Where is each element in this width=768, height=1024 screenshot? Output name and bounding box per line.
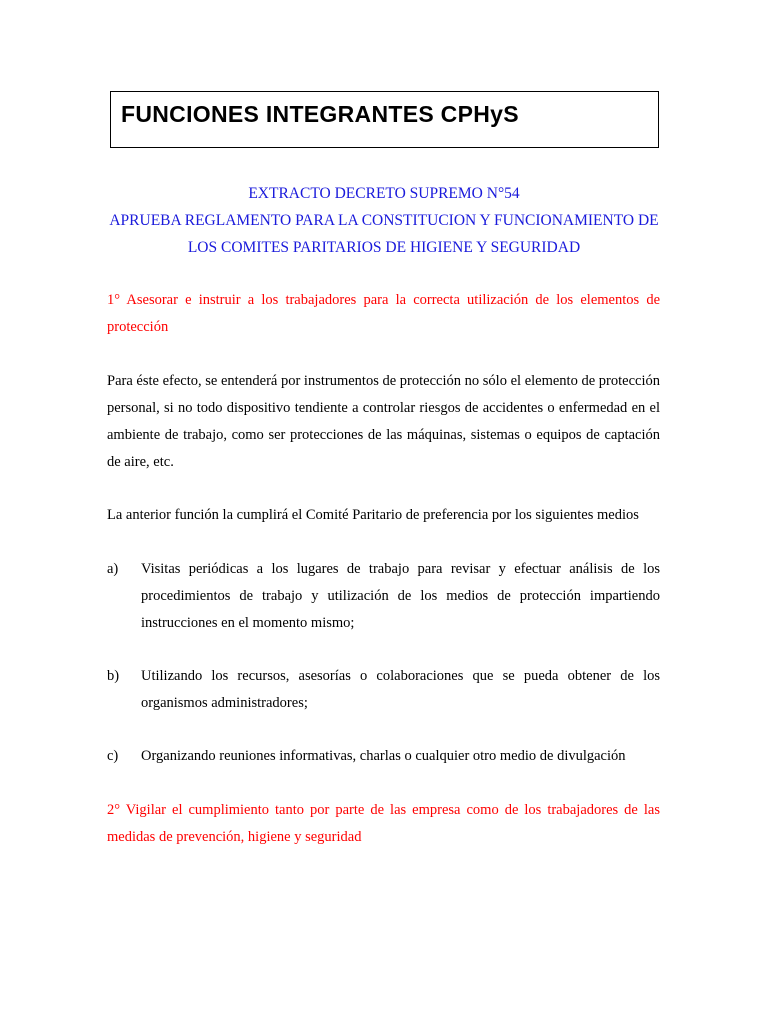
list-item-a-letter: a): [107, 561, 119, 577]
function-1: 1° Asesorar e instruir a los trabajadores para la correcta utilización de los elementos de protección: [107, 292, 660, 335]
list-item-c-text: Organizando reuniones informativas, charlas o cualquier otro medio de divulgación: [141, 748, 626, 764]
list-item-a-text: Visitas periódicas a los lugares de trabajo para revisar y efectuar análisis de los procedimientos de trabajo y utilización de los medios de protección impartiendo instrucciones en el momento mismo;: [141, 561, 660, 631]
list-item-b-text: Utilizando los recursos, asesorías o colaboraciones que se pueda obtener de los organismos administradores;: [141, 668, 660, 711]
list-item-c-letter: c): [107, 748, 119, 764]
function-2: 2° Vigilar el cumplimiento tanto por parte de las empresa como de los trabajadores de las medidas de prevención, higiene y seguridad: [107, 802, 660, 845]
document-title: FUNCIONES INTEGRANTES CPHyS: [121, 101, 519, 127]
paragraph-protection-definition: Para éste efecto, se entenderá por instrumentos de protección no sólo el elemento de protección personal, si no todo dispositivo tendiente a controlar riesgos de accidentes o enfermedad en el ambiente de trabajo, como ser protecciones de las máquinas, sistemas o equipos de captación de aire, etc.: [107, 373, 660, 470]
title-box: [110, 91, 659, 148]
decree-heading-line2: APRUEBA REGLAMENTO PARA LA CONSTITUCION Y FUNCIONAMIENTO DE: [109, 212, 659, 229]
paragraph-means-intro: La anterior función la cumplirá el Comité Paritario de preferencia por los siguientes medios: [107, 507, 639, 523]
decree-heading-line3: LOS COMITES PARITARIOS DE HIGIENE Y SEGURIDAD: [187, 239, 581, 256]
decree-heading-line1: EXTRACTO DECRETO SUPREMO N°54: [248, 185, 520, 202]
list-item-b-letter: b): [107, 668, 120, 684]
